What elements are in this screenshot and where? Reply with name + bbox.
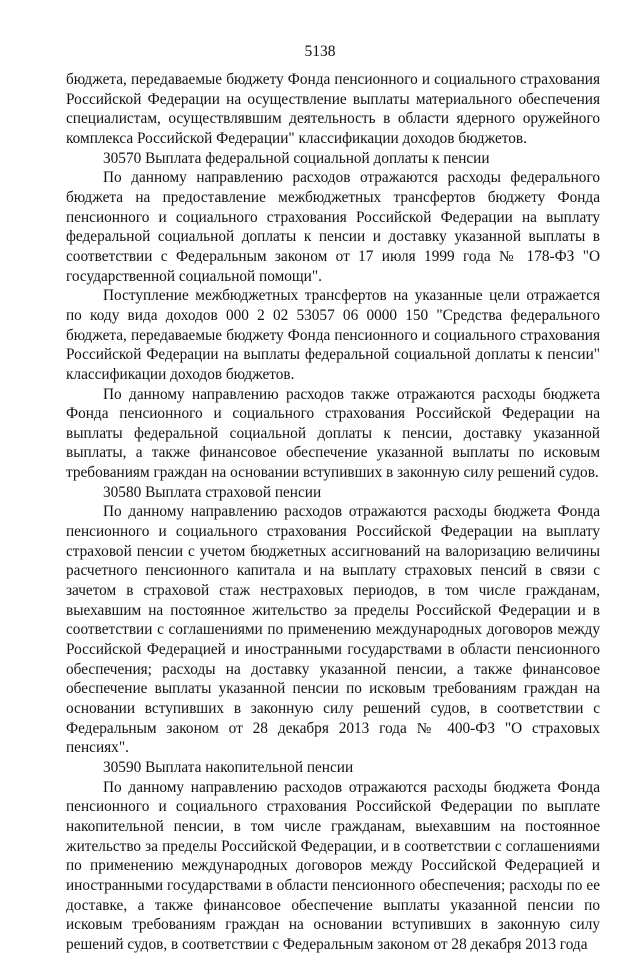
paragraph: Поступление межбюджетных трансфертов на указанные цели отражается по коду вида доходов 000 2 02 53057 06 0000 150 "Средства федерального бюджета, передаваемые бюджету Фонда пенсионного и социального страхования Российской Федерации на выплаты федеральной социальной доплаты к пенсии" классификации доходов бюджетов. [66, 287, 600, 383]
paragraph: По данному направлению расходов отражаются расходы федерального бюджета на предоставление межбюджетных трансфертов бюджету Фонда пенсионного и социального страхования Российской Федерации на выплату федеральной социальной доплаты к пенсии и доставку указанной выплаты в соответствии с Федеральным законом от 17 июля 1999 года № 178-ФЗ "О государственной социальной помощи". [66, 169, 600, 285]
paragraph: По данному направлению расходов отражаются расходы бюджета Фонда пенсионного и социального страхования Российской Федерации по выплате накопительной пенсии, в том числе гражданам, выехавшим на постоянное жительство за пределы Российской Федерации, и в соответствии с соглашениями по применению международных договоров между Российской Федерацией и иностранными государствами в области пенсионного обеспечения; расходы по ее доставке, а также финансовое обеспечение выплаты указанной пенсии по исковым требованиям граждан на основании вступивших в законную силу решений судов, в соответствии с Федеральным законом от 28 декабря 2013 года [66, 778, 600, 953]
paragraph: По данному направлению расходов также отражаются расходы бюджета Фонда пенсионного и социального страхования Российской Федерации на выплаты федеральной социальной доплаты к пенсии, доставку указанной выплаты, а также финансовое обеспечение указанной выплаты по исковым требованиям граждан на основании вступивших в законную силу решений судов. [66, 385, 600, 482]
section-heading-30570: 30570 Выплата федеральной социальной доплаты к пенсии [103, 149, 490, 167]
page-number: 5138 [304, 43, 336, 60]
paragraph-continuation: бюджета, передаваемые бюджету Фонда пенсионного и социального страхования Российской Федерации на осуществление выплаты материального обеспечения специалистам, осуществлявшим деятельность в области ядерного оружейного комплекса Российской Федерации" классификации доходов бюджетов. [66, 71, 600, 147]
section-heading-30590: 30590 Выплата накопительной пенсии [103, 758, 354, 776]
section-heading-30580: 30580 Выплата страховой пенсии [103, 483, 322, 501]
paragraph: По данному направлению расходов отражаются расходы бюджета Фонда пенсионного и социального страхования Российской Федерации на выплату страховой пенсии с учетом бюджетных ассигнований на валоризацию величины расчетного пенсионного капитала и на выплату страховых пенсий в связи с зачетом в страховой стаж нестраховых периодов, в том числе гражданам, выехавшим на постоянное жительство за пределы Российской Федерации и в соответствии с соглашениями по применению международных договоров между Российской Федерацией и иностранными государствами в области пенсионного обеспечения; расходы на доставку указанной пенсии, а также финансовое обеспечение выплаты указанной пенсии по исковым требованиям граждан на основании вступивших в законную силу решений судов, в соответствии с Федеральным законом от 28 декабря 2013 года № 400-ФЗ "О страховых пенсиях". [66, 503, 600, 757]
document-body [66, 70, 600, 955]
